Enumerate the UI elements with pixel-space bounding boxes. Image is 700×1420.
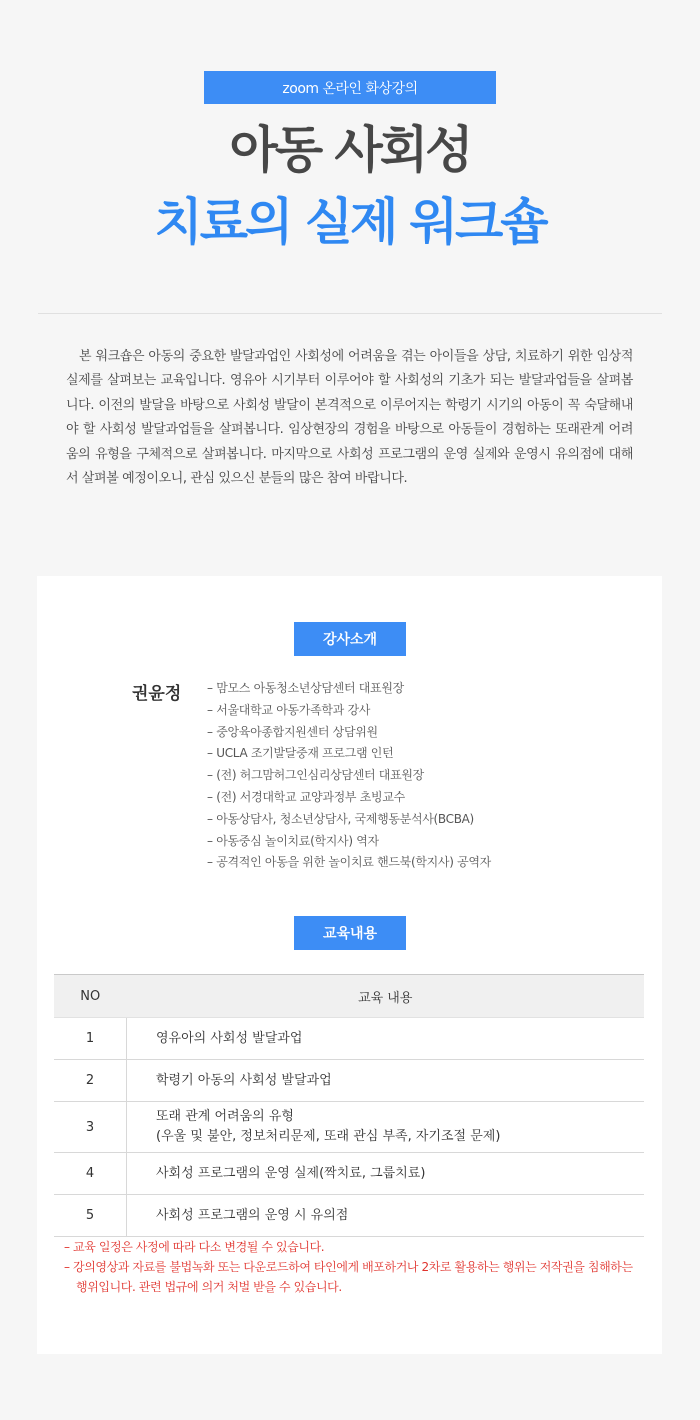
- career-item: – 서울대학교 아동가족학과 강사: [207, 702, 371, 717]
- curriculum-table: [54, 974, 644, 1237]
- notice-item: – 강의영상과 자료를 불법녹화 또는 다운로드하여 타인에게 배포하거나 2차로 활용하는 행위는 저작권을 침해하는 행위입니다. 관련 법규에 의거 처벌 받을 수 있습니다.: [64, 1260, 633, 1294]
- row-content: [127, 1102, 645, 1153]
- table-row: [54, 1195, 644, 1237]
- notice-item: – 교육 일정은 사정에 따라 다소 변경될 수 있습니다.: [64, 1240, 325, 1254]
- row-content-line1: 영유아의 사회성 발달과업: [156, 1030, 303, 1046]
- table-header-row: [54, 975, 644, 1018]
- table-row: [54, 1102, 644, 1153]
- row-number: 5: [54, 1195, 127, 1237]
- column-header-no: NO: [54, 975, 127, 1018]
- row-content: [127, 1195, 645, 1237]
- row-content-line1: 사회성 프로그램의 운영 시 유의점: [156, 1207, 349, 1223]
- details-card: [37, 576, 662, 1354]
- row-content: [127, 1153, 645, 1195]
- header-divider: [38, 313, 662, 314]
- notice-list: [64, 1237, 636, 1297]
- row-content-line1: 사회성 프로그램의 운영 실제(짝치료, 그룹치료): [156, 1165, 426, 1181]
- career-item: – 아동상담사, 청소년상담사, 국제행동분석사(BCBA): [207, 811, 474, 826]
- row-number: 2: [54, 1060, 127, 1102]
- zoom-online-badge: zoom 온라인 화상강의: [204, 71, 496, 104]
- table-row: [54, 1153, 644, 1195]
- lecturer-name: 권윤정: [132, 684, 182, 704]
- row-number: 3: [54, 1102, 127, 1153]
- career-item: – UCLA 조기발달중재 프로그램 인턴: [207, 746, 394, 761]
- row-content: [127, 1018, 645, 1060]
- intro-paragraph: 본 워크숍은 아동의 중요한 발달과업인 사회성에 어려움을 겪는 아이들을 상담, 치료하기 위한 임상적 실제를 살펴보는 교육입니다. 영유아 시기부터 이루어야 할 사회성의 기초가 되는 발달과업들을 살펴봅니다. 이전의 발달을 바탕으로 사회성 발달이 본격적으로 이루어지는 학령기 시기의 아동이 꼭 숙달해내야 할 사회성 발달과업들을 살펴봅니다. 임상현장의 경험을 바탕으로 아동들이 경험하는 또래관계 어려움의 유형을 구체적으로 살펴봅니다. 마지막으로 사회성 프로그램의 운영 실제와 운영시 유의점에 대해서 살펴볼 예정이오니, 관심 있으신 분들의 많은 참여 바랍니다.: [66, 349, 633, 487]
- row-number: 4: [54, 1153, 127, 1195]
- career-item: – (전) 허그맘허그인심리상담센터 대표원장: [207, 768, 424, 783]
- page-title-line1: 아동 사회성: [229, 121, 471, 179]
- row-number: 1: [54, 1018, 127, 1060]
- row-content-line2: (우울 및 불안, 정보처리문제, 또래 관심 부족, 자기조절 문제): [156, 1129, 501, 1144]
- career-item: – 공격적인 아동을 위한 놀이치료 핸드북(학지사) 공역자: [207, 855, 491, 870]
- column-header-content: 교육 내용: [127, 975, 645, 1018]
- lecturer-section-title: 강사소개: [294, 622, 406, 656]
- row-content-line1: 학령기 아동의 사회성 발달과업: [156, 1072, 332, 1088]
- career-item: – 아동중심 놀이치료(학지사) 역자: [207, 833, 379, 848]
- page-title-line2: 치료의 실제 워크숍: [154, 193, 546, 251]
- row-content-line1: 또래 관계 어려움의 유형: [156, 1109, 294, 1124]
- lecturer-career-list: [207, 678, 491, 874]
- career-item: – (전) 서경대학교 교양과정부 초빙교수: [207, 789, 405, 804]
- table-row: [54, 1018, 644, 1060]
- career-item: – 맘모스 아동청소년상담센터 대표원장: [207, 681, 404, 695]
- curriculum-section-title: 교육내용: [294, 916, 406, 950]
- table-row: [54, 1060, 644, 1102]
- row-content: [127, 1060, 645, 1102]
- career-item: – 중앙육아종합지원센터 상담위원: [207, 724, 378, 739]
